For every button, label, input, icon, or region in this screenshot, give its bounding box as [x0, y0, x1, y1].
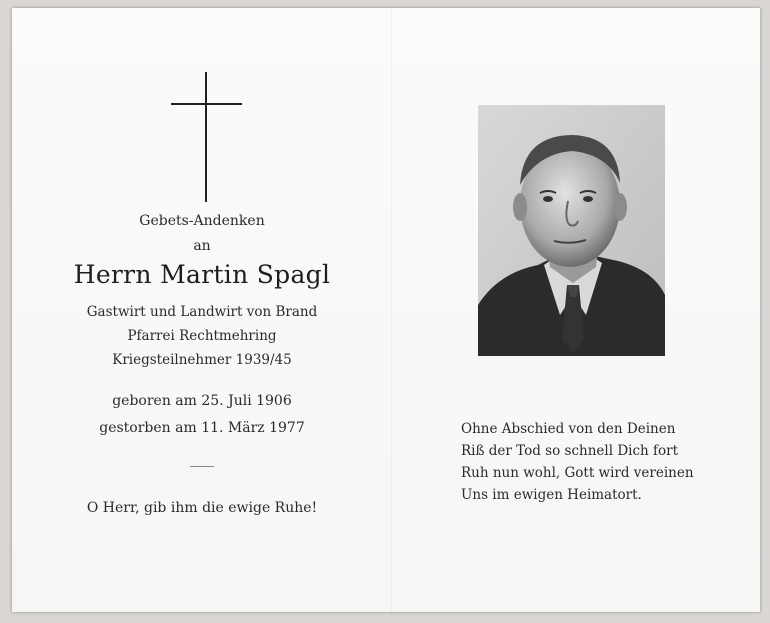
birth-date: geboren am 25. Juli 1906 — [112, 393, 292, 409]
verse-line: Riß der Tod so schnell Dich fort — [461, 443, 679, 459]
verse-line: Ruh nun wohl, Gott wird vereinen — [461, 465, 694, 481]
detail-parish: Pfarrei Rechtmehring — [127, 328, 277, 344]
detail-veteran: Kriegsteilnehmer 1939/45 — [112, 352, 292, 368]
prayer: O Herr, gib ihm die ewige Ruhe! — [86, 500, 318, 516]
detail-occupation: Gastwirt und Landwirt von Brand — [86, 304, 318, 320]
deceased-name: Herrn Martin Spagl — [73, 260, 331, 289]
divider — [190, 466, 214, 467]
heading: Gebets-Andenken — [139, 213, 265, 229]
portrait-icon — [478, 105, 665, 356]
verse — [461, 418, 721, 506]
death-date: gestorben am 11. März 1977 — [99, 420, 305, 436]
verse-line: Uns im ewigen Heimatort. — [461, 487, 642, 503]
portrait-photo — [478, 105, 665, 356]
preposition: an — [193, 238, 211, 254]
verse-line: Ohne Abschied von den Deinen — [461, 421, 676, 437]
memorial-card — [12, 8, 760, 612]
cross-icon-bar — [171, 103, 242, 105]
cross-icon — [205, 72, 207, 202]
